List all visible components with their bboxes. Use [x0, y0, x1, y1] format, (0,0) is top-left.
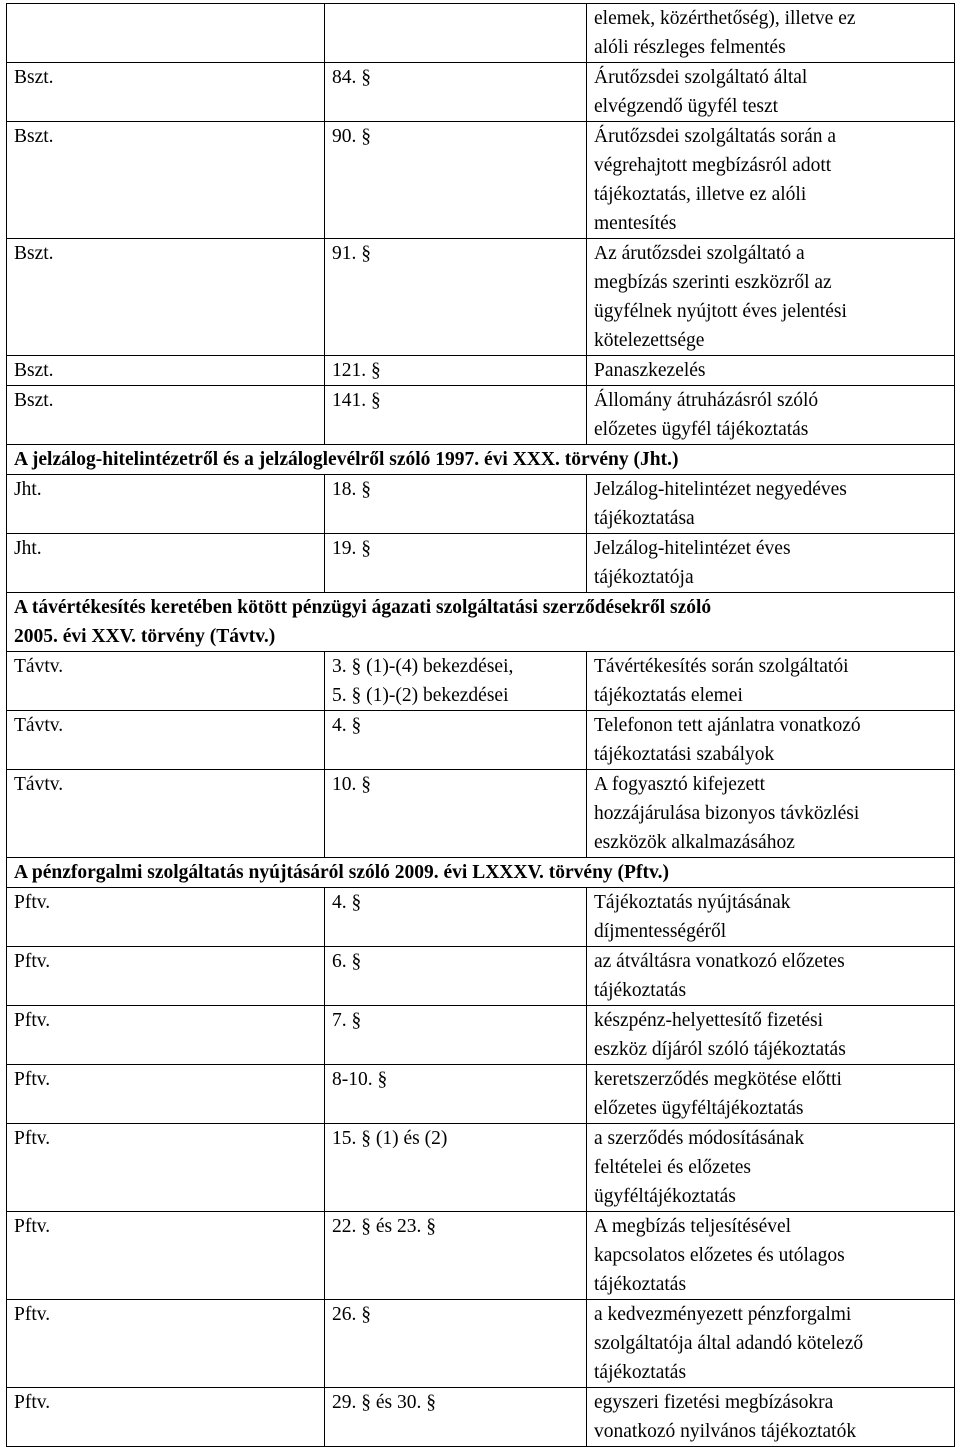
law-title: A távértékesítés keretében kötött pénzügyi ágazati szolgáltatási szerződésekről szóló 2005. évi XXV. törvény (Távtv.): [7, 593, 955, 652]
provision-description-cell: Távértékesítés során szolgáltatói tájékoztatás elemei: [587, 652, 955, 711]
section-reference-cell: 141. §: [325, 386, 587, 445]
provision-description-cell: Az árutőzsdei szolgáltató a megbízás szerinti eszközről az ügyfélnek nyújtott éves jelentési kötelezettsége: [587, 239, 955, 356]
act-abbreviation-cell: Pftv.: [7, 1212, 325, 1300]
section-reference-cell: 4. §: [325, 711, 587, 770]
act-abbreviation-cell: Bszt.: [7, 122, 325, 239]
act-abbreviation-cell: Pftv.: [7, 1065, 325, 1124]
table-row: [7, 888, 955, 947]
section-reference-cell: 84. §: [325, 63, 587, 122]
table-row: [7, 534, 955, 593]
act-abbreviation-cell: Pftv.: [7, 1300, 325, 1388]
provision-description-cell: Árutőzsdei szolgáltató által elvégzendő ügyfél teszt: [587, 63, 955, 122]
provision-description-cell: keretszerződés megkötése előtti előzetes ügyféltájékoztatás: [587, 1065, 955, 1124]
section-reference-cell: 29. § és 30. §: [325, 1388, 587, 1447]
section-reference-cell: 6. §: [325, 947, 587, 1006]
law-section-header: [7, 593, 955, 652]
table-row: [7, 1212, 955, 1300]
act-abbreviation-cell: Pftv.: [7, 947, 325, 1006]
law-title: A jelzálog-hitelintézetről és a jelzáloglevélről szóló 1997. évi XXX. törvény (Jht.): [7, 445, 955, 475]
provision-description-cell: a kedvezményezett pénzforgalmi szolgáltatója által adandó kötelező tájékoztatás: [587, 1300, 955, 1388]
act-abbreviation-cell: Pftv.: [7, 888, 325, 947]
act-abbreviation-cell: Távtv.: [7, 652, 325, 711]
provision-description-cell: egyszeri fizetési megbízásokra vonatkozó nyilvános tájékoztatók: [587, 1388, 955, 1447]
provision-description-cell: készpénz-helyettesítő fizetési eszköz díjáról szóló tájékoztatás: [587, 1006, 955, 1065]
provision-description-cell: az átváltásra vonatkozó előzetes tájékoztatás: [587, 947, 955, 1006]
section-reference-cell: 18. §: [325, 475, 587, 534]
table-row: [7, 63, 955, 122]
provision-description-cell: Állomány átruházásról szóló előzetes ügyfél tájékoztatás: [587, 386, 955, 445]
section-reference-cell: 26. §: [325, 1300, 587, 1388]
provision-description-cell: Árutőzsdei szolgáltatás során a végrehajtott megbízásról adott tájékoztatás, illetve ez alóli mentesítés: [587, 122, 955, 239]
provision-description-cell: Telefonon tett ajánlatra vonatkozó tájékoztatási szabályok: [587, 711, 955, 770]
table-row: [7, 386, 955, 445]
act-abbreviation-cell: Bszt.: [7, 386, 325, 445]
section-reference-cell: 8-10. §: [325, 1065, 587, 1124]
table-row: [7, 239, 955, 356]
table-row: [7, 770, 955, 858]
provision-description-cell: Panaszkezelés: [587, 356, 955, 386]
section-reference-cell: 7. §: [325, 1006, 587, 1065]
act-abbreviation-cell: Távtv.: [7, 711, 325, 770]
section-reference-cell: 90. §: [325, 122, 587, 239]
act-abbreviation-cell: Pftv.: [7, 1006, 325, 1065]
act-abbreviation-cell: Pftv.: [7, 1124, 325, 1212]
table-row: [7, 711, 955, 770]
table-row: [7, 1300, 955, 1388]
section-reference-cell: 4. §: [325, 888, 587, 947]
law-title: A pénzforgalmi szolgáltatás nyújtásáról szóló 2009. évi LXXXV. törvény (Pftv.): [7, 858, 955, 888]
law-section-header: [7, 858, 955, 888]
provision-description-cell: Jelzálog-hitelintézet negyedéves tájékoztatása: [587, 475, 955, 534]
section-reference-cell: 10. §: [325, 770, 587, 858]
section-reference-cell: 19. §: [325, 534, 587, 593]
table-row: [7, 1065, 955, 1124]
provision-description-cell: Tájékoztatás nyújtásának díjmentességéről: [587, 888, 955, 947]
provision-description-cell: A megbízás teljesítésével kapcsolatos előzetes és utólagos tájékoztatás: [587, 1212, 955, 1300]
table-row: [7, 1006, 955, 1065]
act-abbreviation-cell: Jht.: [7, 534, 325, 593]
section-reference-cell: [325, 4, 587, 63]
table-row: [7, 947, 955, 1006]
section-reference-cell: 121. §: [325, 356, 587, 386]
table-row: [7, 1124, 955, 1212]
table-row: [7, 122, 955, 239]
provision-description-cell: elemek, közérthetőség), illetve ez alóli részleges felmentés: [587, 4, 955, 63]
section-reference-cell: 91. §: [325, 239, 587, 356]
provision-description-cell: a szerződés módosításának feltételei és előzetes ügyféltájékoztatás: [587, 1124, 955, 1212]
provision-description-cell: A fogyasztó kifejezett hozzájárulása bizonyos távközlési eszközök alkalmazásához: [587, 770, 955, 858]
act-abbreviation-cell: Bszt.: [7, 239, 325, 356]
section-reference-cell: 22. § és 23. §: [325, 1212, 587, 1300]
legal-reference-table-body: [7, 4, 955, 1447]
act-abbreviation-cell: Pftv.: [7, 1388, 325, 1447]
act-abbreviation-cell: Bszt.: [7, 63, 325, 122]
table-row: [7, 4, 955, 63]
act-abbreviation-cell: Bszt.: [7, 356, 325, 386]
provision-description-cell: Jelzálog-hitelintézet éves tájékoztatója: [587, 534, 955, 593]
section-reference-cell: 15. § (1) és (2): [325, 1124, 587, 1212]
table-row: [7, 1388, 955, 1447]
act-abbreviation-cell: Távtv.: [7, 770, 325, 858]
table-row: [7, 356, 955, 386]
act-abbreviation-cell: Jht.: [7, 475, 325, 534]
legal-reference-table: [6, 3, 955, 1447]
table-row: [7, 652, 955, 711]
section-reference-cell: 3. § (1)-(4) bekezdései, 5. § (1)-(2) bekezdései: [325, 652, 587, 711]
act-abbreviation-cell: [7, 4, 325, 63]
law-section-header: [7, 445, 955, 475]
table-row: [7, 475, 955, 534]
